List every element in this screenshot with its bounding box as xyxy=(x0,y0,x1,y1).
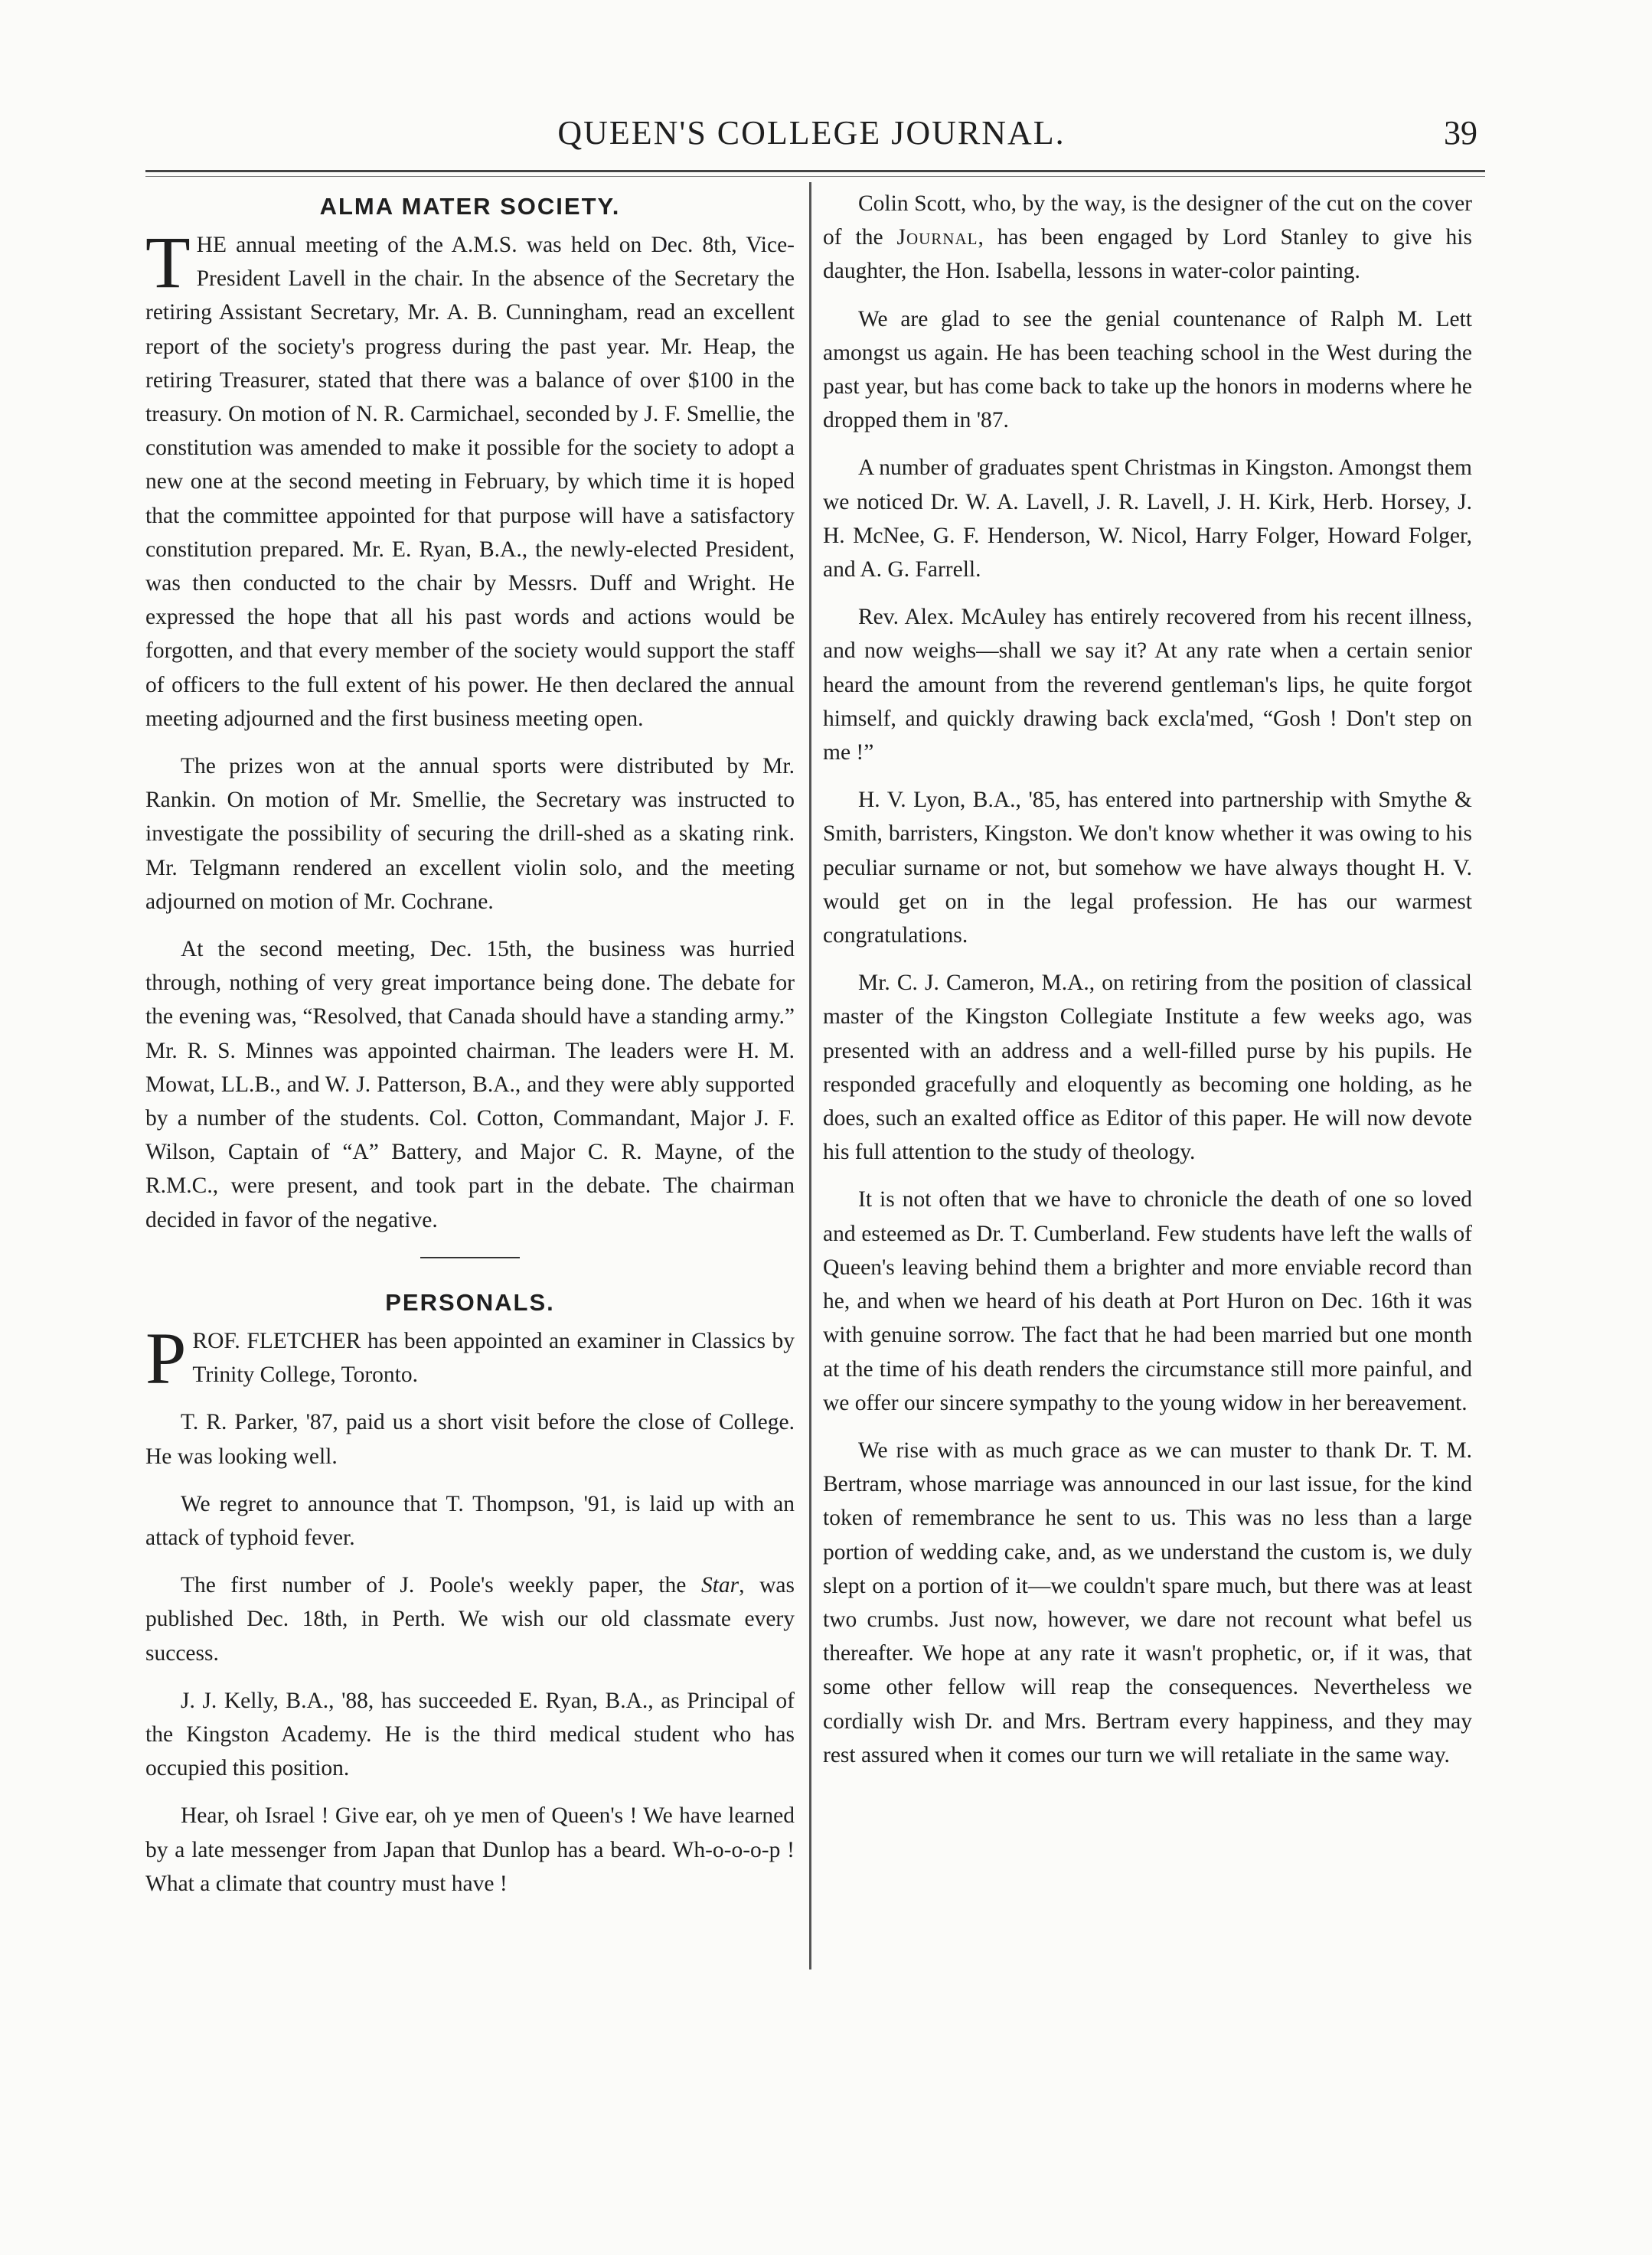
page-number: 39 xyxy=(1444,114,1477,152)
page-header xyxy=(145,113,1477,167)
article-paragraph: H. V. Lyon, B.A., '85, has entered into partnership with Smythe & Smith, barristers, Kingston. We don't know whether it was owing to his peculiar surname or not, but somehow we have always thought H. V. would get on in the legal profession. He has our warmest congratulations. xyxy=(823,788,1472,948)
article-paragraph: We rise with as much grace as we can muster to thank Dr. T. M. Bertram, whose marriage was announced in our last issue, for the kind token of remembrance he sent to us. This was no less than a large portion of wedding cake, and, as we understand the custom is, we duly slept on a portion of it—we couldn't spare much, but there was at least two crumbs. Just now, however, we dare not recount what befel us thereafter. We hope at any rate it wasn't prophetic, or, if it was, that some other fellow will reap the consequences. Nevertheless we cordially wish Dr. and Mrs. Bertram every happiness, and they may rest assured when it comes our turn we will retaliate in the same way. xyxy=(823,1438,1472,1767)
article-paragraph: T. R. Parker, '87, paid us a short visit before the close of College. He was looking well. xyxy=(145,1410,795,1469)
article-paragraph: We are glad to see the genial countenance of Ralph M. Lett amongst us again. He has been teaching school in the West during the past year, but has come back to take up the honors in moderns where he dropped them in '87. xyxy=(823,306,1472,433)
header-rule-thin xyxy=(145,176,1485,177)
paragraph-text: , has been engaged by Lord Stanley to give his daughter, the Hon. Isabella, lessons in water-color painting. xyxy=(823,225,1472,284)
journal-name: Journal xyxy=(896,225,978,250)
drop-cap: T xyxy=(145,221,191,303)
journal-title: QUEEN'S COLLEGE JOURNAL. xyxy=(557,114,1066,152)
article-paragraph: Mr. C. J. Cameron, M.A., on retiring from the position of classical master of the Kingston Collegiate Institute a few weeks ago, was presented with an address and a well-filled purse by his pupils. He responded gracefully and eloquently as becoming one holding, as he does, such an exalted office as Editor of this paper. He will now devote his full attention to the study of theology. xyxy=(823,971,1472,1165)
article-paragraph: J. J. Kelly, B.A., '88, has succeeded E. Ryan, B.A., as Principal of the Kingston Academy. He is the third medical student who has occupied this position. xyxy=(145,1688,795,1781)
section-separator xyxy=(420,1257,520,1258)
article-paragraph: It is not often that we have to chronicle the death of one so loved and esteemed as Dr. T. Cumberland. Few students have left the walls of Queen's leaving behind them a brighter and more enviable record than he, and when we heard of his death at Port Huron on Dec. 16th it was with genuine sorrow. The fact that he had been married but one month at the time of his death renders the circumstance still more painful, and we offer our sincere sympathy to the young widow in her bereavement. xyxy=(823,1187,1472,1415)
article-paragraph xyxy=(145,221,795,736)
paragraph-text: ROF. FLETCHER has been appointed an examiner in Classics by Trinity College, Toronto. xyxy=(192,1328,795,1388)
article-paragraph: Hear, oh Israel ! Give ear, oh ye men of Queen's ! We have learned by a late messenger from Japan that Dunlop has a beard. Wh-o-o-o-p ! What a climate that country must have ! xyxy=(145,1803,795,1896)
article-paragraph xyxy=(145,1317,795,1399)
paper-name: Star xyxy=(700,1573,739,1598)
article-paragraph: A number of graduates spent Christmas in Kingston. Amongst them we noticed Dr. W. A. Lavell, J. R. Lavell, J. H. Kirk, Herb. Horsey, J. H. McNee, G. F. Henderson, W. Nicol, Harry Folger, Howard Folger, and A. G. Farrell. xyxy=(823,455,1472,583)
article-paragraph xyxy=(823,187,1472,289)
header-rule xyxy=(145,170,1485,172)
paragraph-text: Colin Scott, who, by the way, is the designer of the cut on the cover of the xyxy=(823,191,1472,250)
paragraph-text: HE annual meeting of the A.M.S. was held on Dec. 8th, Vice-President Lavell in the chair. In the absence of the Secretary the retiring Assistant Secretary, Mr. A. B. Cunningham, read an excellent report of the society's progress during the past year. Mr. Heap, the retiring Treasurer, stated that there was a balance of over $100 in the treasury. On motion of N. R. Carmichael, seconded by J. F. Smellie, the constitution was amended to make it possible for the society to adopt a new one at the second meeting in February, by which time it is hoped that the committee appointed for that purpose will have a satisfactory constitution prepared. Mr. E. Ryan, B.A., the newly-elected President, was then conducted to the chair by Messrs. Duff and Wright. He expressed the hope that all his past words and actions would be forgotten, and that every member of the society would support the staff of officers to the full extent of his power. He then declared the annual meeting adjourned and the first business meeting open. xyxy=(145,233,795,731)
article-paragraph xyxy=(145,1568,795,1670)
drop-cap: P xyxy=(145,1317,187,1399)
paragraph-text: The first number of J. Poole's weekly paper, the xyxy=(181,1573,701,1598)
article-paragraph: Rev. Alex. McAuley has entirely recovered from his recent illness, and now weighs—shall we say it? At any rate when a certain senior heard the amount from the reverend gentleman's lips, he quite forgot himself, and quickly drawing back excla'med, “Gosh ! Don't step on me !” xyxy=(823,605,1472,765)
section-heading-personals: PERSONALS. xyxy=(385,1288,555,1316)
article-paragraph: We regret to announce that T. Thompson, '91, is laid up with an attack of typhoid fever. xyxy=(145,1491,795,1550)
column-divider xyxy=(809,182,811,1969)
section-heading-alma-mater: ALMA MATER SOCIETY. xyxy=(319,193,621,220)
left-column xyxy=(145,187,795,1914)
article-paragraph: At the second meeting, Dec. 15th, the business was hurried through, nothing of very great importance being done. The debate for the evening was, “Resolved, that Canada should have a standing army.” Mr. R. S. Minnes was appointed chairman. The leaders were H. M. Mowat, LL.B., and W. J. Patterson, B.A., and they were ably supported by a number of the students. Col. Cotton, Commandant, Major J. F. Wilson, Captain of “A” Battery, and Major C. R. Mayne, of the R.M.C., were present, and took part in the debate. The chairman decided in favor of the negative. xyxy=(145,937,795,1232)
paragraph-text: , was published Dec. 18th, in Perth. We wish our old classmate every success. xyxy=(145,1573,795,1666)
right-column xyxy=(823,187,1472,1786)
article-paragraph: The prizes won at the annual sports were distributed by Mr. Rankin. On motion of Mr. Smellie, the Secretary was instructed to investigate the possibility of securing the drill-shed as a skating rink. Mr. Telgmann rendered an excellent violin solo, and the meeting adjourned on motion of Mr. Cochrane. xyxy=(145,754,795,914)
